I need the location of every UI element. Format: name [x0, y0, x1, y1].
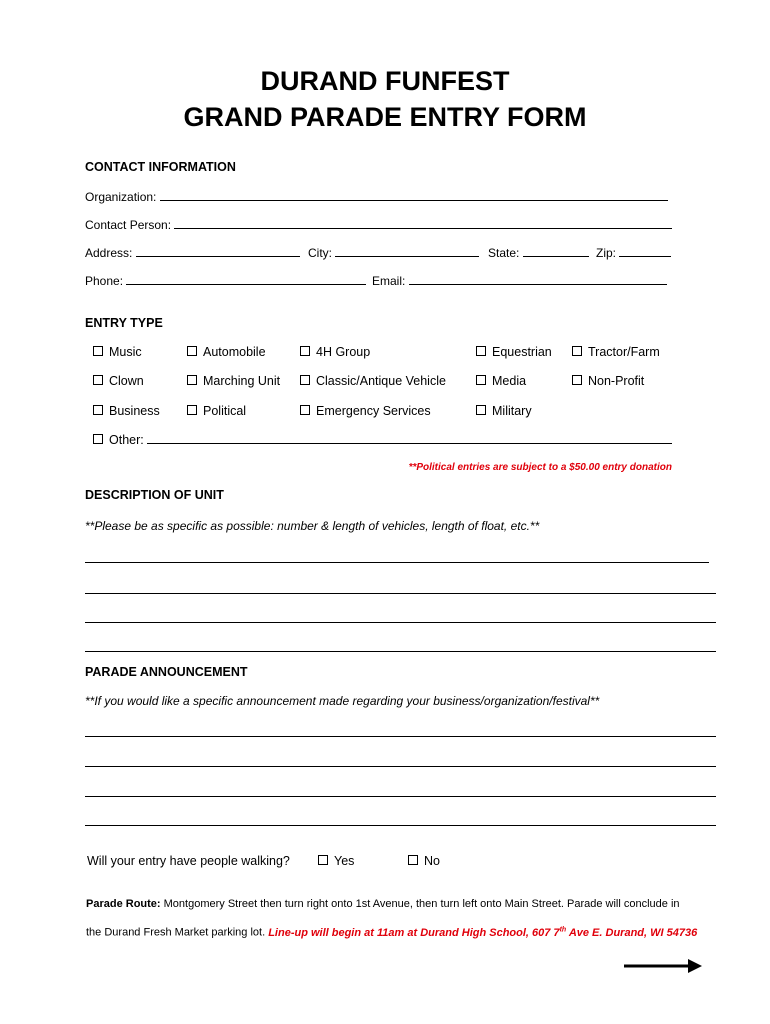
contact-person-row: [85, 218, 672, 232]
option-label: Music: [109, 345, 142, 359]
option-label: Emergency Services: [316, 404, 431, 418]
description-note: **Please be as specific as possible: number & length of vehicles, length of float, etc.**: [85, 519, 540, 533]
checkbox-emergency-services[interactable]: [300, 404, 431, 418]
email-label: Email:: [372, 274, 406, 288]
lineup-sup: th: [559, 926, 567, 933]
checkbox-walking-yes[interactable]: [318, 854, 354, 868]
checkbox-square-icon: [187, 375, 197, 385]
other-row: [93, 433, 672, 447]
contact-person-field[interactable]: [174, 218, 672, 229]
checkbox-square-icon: [187, 405, 197, 415]
checkbox-square-icon: [476, 346, 486, 356]
checkbox-square-icon: [318, 855, 328, 865]
lineup-note: [268, 927, 697, 939]
contact-person-label: Contact Person:: [85, 218, 172, 232]
city-label: City:: [308, 246, 332, 260]
announcement-line[interactable]: [85, 736, 716, 737]
option-label: Marching Unit: [203, 374, 281, 388]
checkbox-political[interactable]: [187, 404, 246, 418]
announcement-line[interactable]: [85, 766, 716, 767]
organization-row: [85, 190, 668, 204]
checkbox-square-icon: [572, 346, 582, 356]
announcement-line[interactable]: [85, 825, 716, 826]
contact-heading: CONTACT INFORMATION: [85, 160, 236, 174]
checkbox-square-icon: [187, 346, 197, 356]
email-field[interactable]: [409, 274, 667, 285]
option-label: Tractor/Farm: [588, 345, 660, 359]
option-label: Equestrian: [492, 345, 552, 359]
checkbox-music[interactable]: [93, 345, 142, 359]
checkbox-square-icon: [300, 405, 310, 415]
description-line[interactable]: [85, 562, 709, 563]
checkbox-military[interactable]: [476, 404, 532, 418]
zip-row: [596, 246, 671, 260]
option-label: Political: [203, 404, 247, 418]
parade-route-text: Montgomery Street then turn right onto 1st Avenue, then turn left onto Main Street. Parade will conclude in: [163, 898, 680, 910]
email-row: [372, 274, 667, 288]
parade-route-text2: the Durand Fresh Market parking lot.: [86, 926, 266, 939]
parade-route-label: Parade Route:: [86, 898, 161, 910]
phone-label: Phone:: [85, 274, 124, 288]
other-field[interactable]: [147, 433, 672, 444]
checkbox-square-icon: [572, 375, 582, 385]
address-label: Address:: [85, 246, 133, 260]
option-label: No: [424, 854, 440, 868]
checkbox-walking-no[interactable]: [408, 854, 440, 868]
announcement-line[interactable]: [85, 796, 716, 797]
checkbox-4h-group[interactable]: [300, 345, 370, 359]
parade-route-line1: [86, 898, 680, 910]
lineup-text: Line-up will begin at 11am at Durand High School, 607 7: [268, 926, 560, 939]
description-line[interactable]: [85, 593, 716, 594]
zip-label: Zip:: [596, 246, 617, 260]
checkbox-tractor-farm[interactable]: [572, 345, 660, 359]
organization-field[interactable]: [160, 190, 668, 201]
option-label: Non-Profit: [588, 374, 645, 388]
option-label: 4H Group: [316, 345, 371, 359]
checkbox-other[interactable]: [93, 434, 103, 444]
state-label: State:: [488, 246, 520, 260]
description-line[interactable]: [85, 622, 716, 623]
description-line[interactable]: [85, 651, 716, 652]
checkbox-square-icon: [300, 375, 310, 385]
checkbox-marching-unit[interactable]: [187, 374, 280, 388]
address-row: [85, 246, 300, 260]
zip-field[interactable]: [619, 246, 671, 257]
checkbox-square-icon: [93, 405, 103, 415]
state-row: [488, 246, 589, 260]
other-label: Other:: [109, 433, 144, 447]
checkbox-classic-antique-vehicle[interactable]: [300, 374, 446, 388]
checkbox-square-icon: [476, 375, 486, 385]
option-label: Classic/Antique Vehicle: [316, 374, 446, 388]
phone-row: [85, 274, 366, 288]
state-field[interactable]: [523, 246, 589, 257]
address-field[interactable]: [136, 246, 300, 257]
option-label: Media: [492, 374, 527, 388]
parade-route-line2: [86, 926, 697, 939]
announcement-note: **If you would like a specific announcement made regarding your business/organization/festival**: [85, 694, 600, 708]
form-title-line1: DURAND FUNFEST: [260, 66, 510, 96]
political-note: **Political entries are subject to a $50.00 entry donation: [408, 462, 672, 473]
checkbox-clown[interactable]: [93, 374, 144, 388]
option-label: Military: [492, 404, 532, 418]
city-field[interactable]: [335, 246, 479, 257]
next-page-arrow-icon: [622, 957, 704, 975]
walking-question: Will your entry have people walking?: [87, 854, 290, 868]
checkbox-square-icon: [476, 405, 486, 415]
checkbox-square-icon: [93, 346, 103, 356]
checkbox-automobile[interactable]: [187, 345, 266, 359]
form-title-line2: GRAND PARADE ENTRY FORM: [183, 102, 587, 132]
organization-label: Organization:: [85, 190, 157, 204]
announcement-heading: PARADE ANNOUNCEMENT: [85, 665, 248, 679]
option-label: Clown: [109, 374, 144, 388]
option-label: Business: [109, 404, 160, 418]
checkbox-business[interactable]: [93, 404, 160, 418]
checkbox-non-profit[interactable]: [572, 374, 644, 388]
option-label: Yes: [334, 854, 355, 868]
checkbox-media[interactable]: [476, 374, 526, 388]
lineup-text-end: Ave E. Durand, WI 54736: [566, 926, 698, 939]
checkbox-square-icon: [408, 855, 418, 865]
checkbox-equestrian[interactable]: [476, 345, 552, 359]
checkbox-square-icon: [300, 346, 310, 356]
phone-field[interactable]: [126, 274, 366, 285]
city-row: [308, 246, 479, 260]
description-heading: DESCRIPTION OF UNIT: [85, 488, 224, 502]
checkbox-square-icon: [93, 375, 103, 385]
option-label: Automobile: [203, 345, 266, 359]
entry-type-heading: ENTRY TYPE: [85, 316, 163, 330]
